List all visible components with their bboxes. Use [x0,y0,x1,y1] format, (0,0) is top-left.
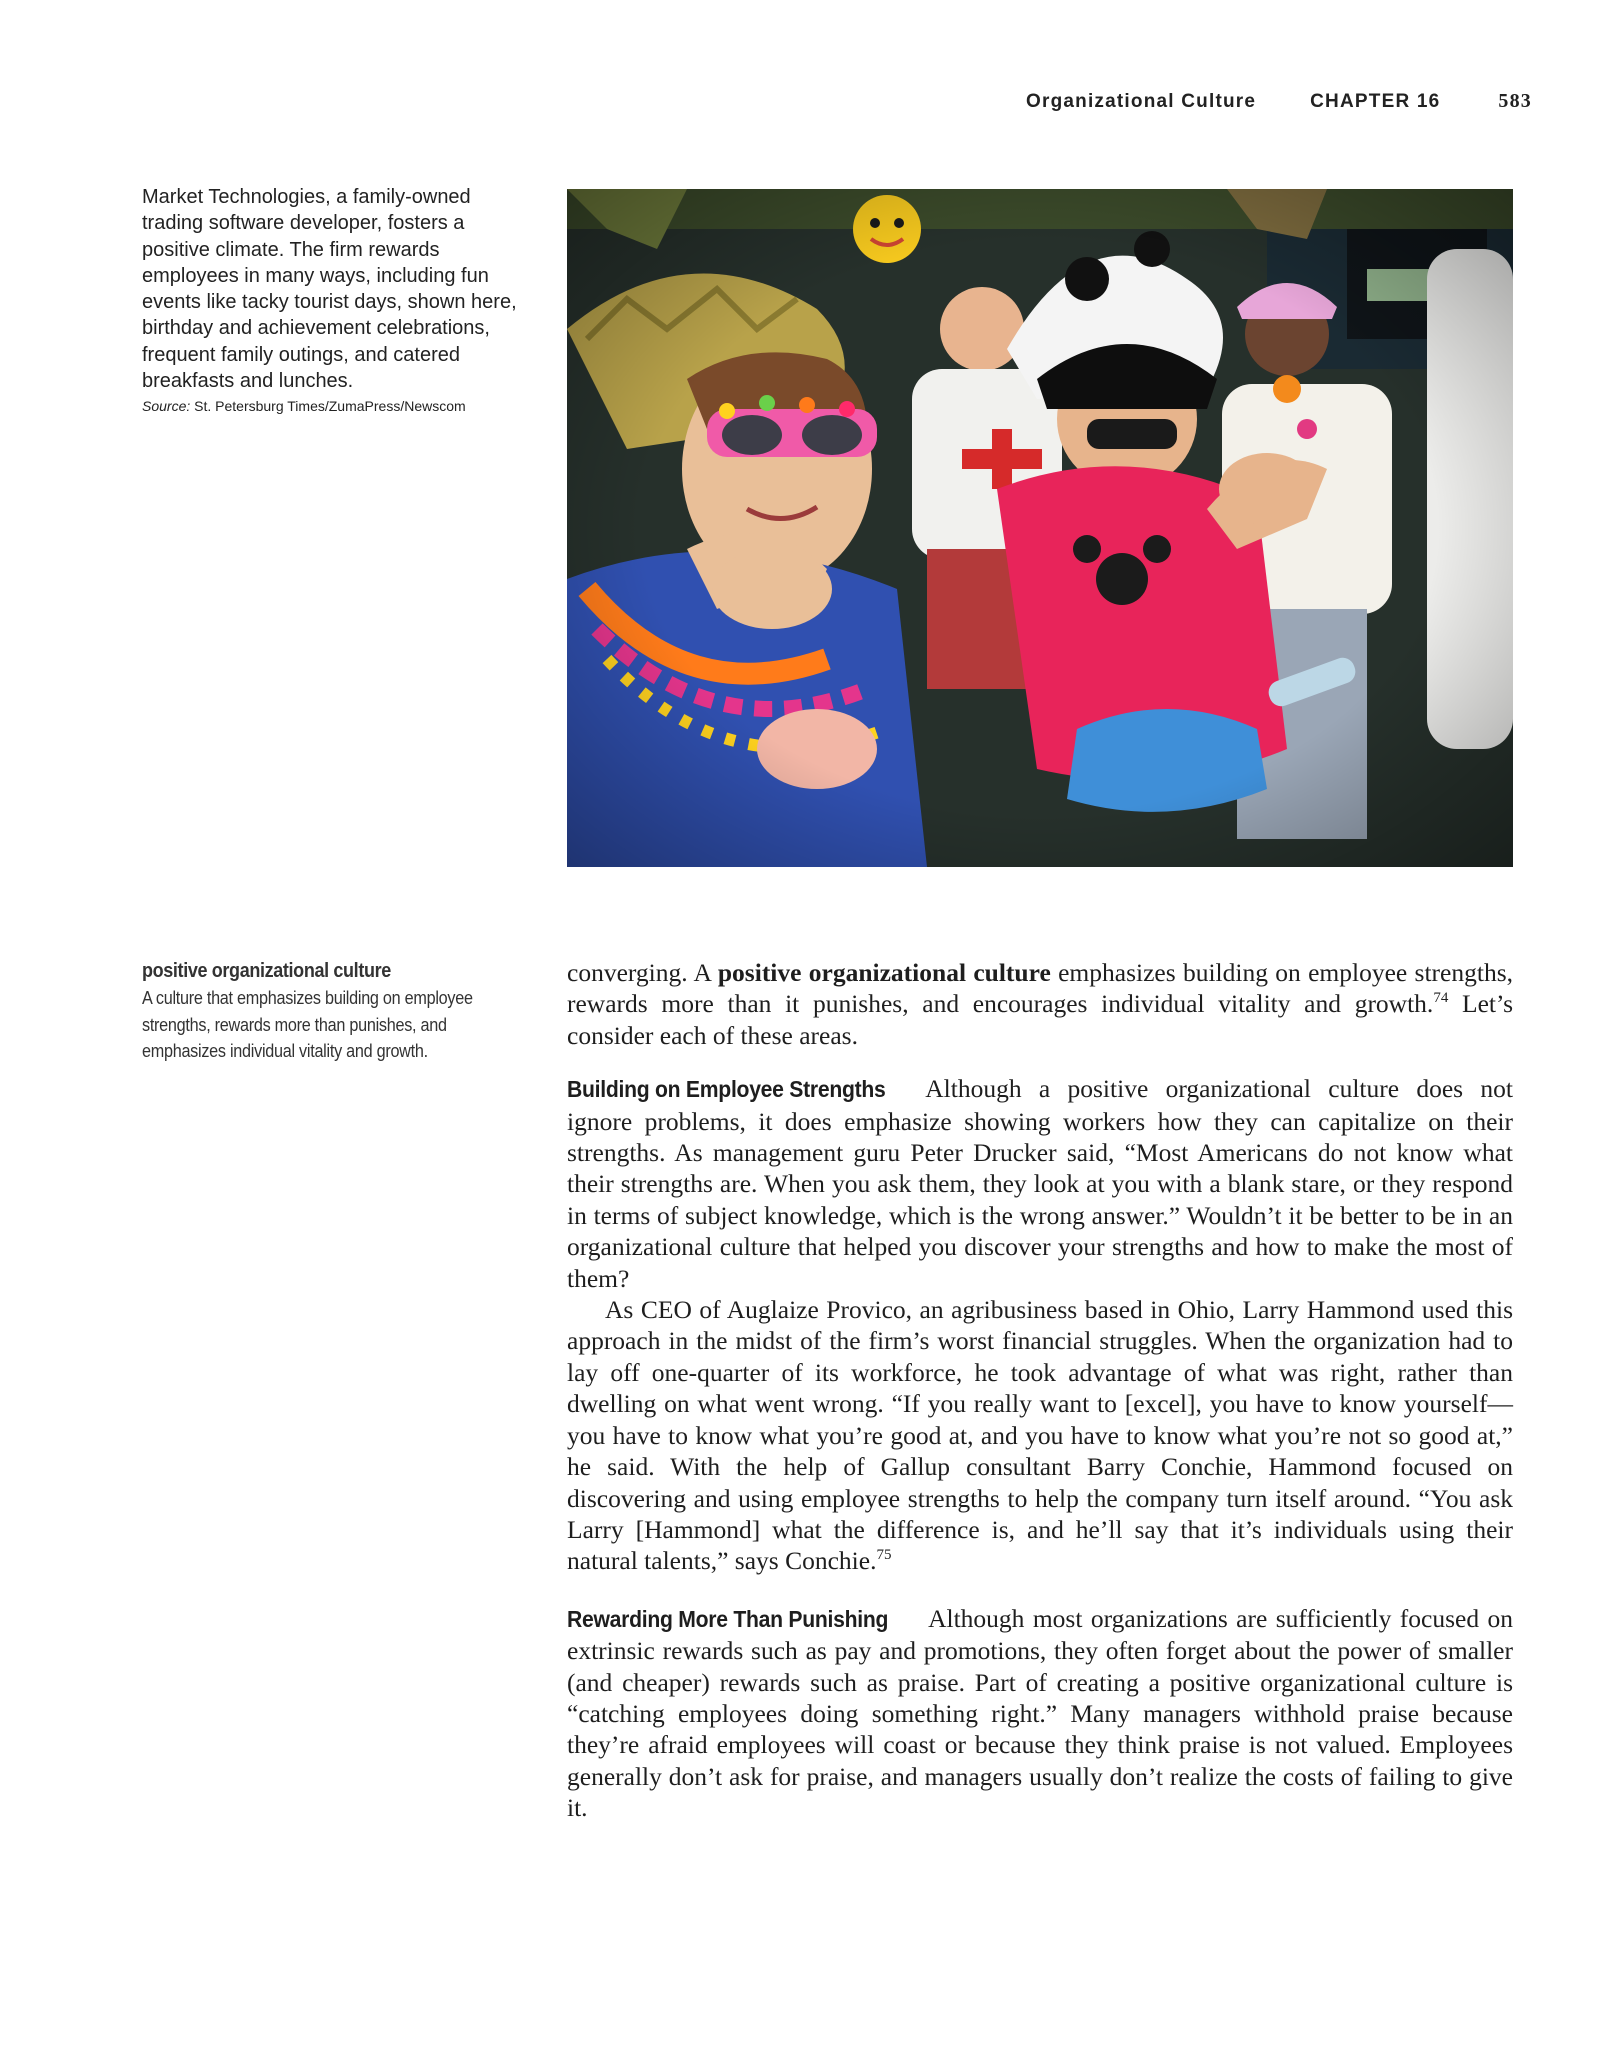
paragraph-hammond [567,1294,1513,1577]
photo-caption [142,184,528,416]
paragraph-strengths [567,1073,1513,1294]
body-text [567,957,1513,1824]
definition-term: positive organizational culture [142,960,391,982]
key-term: positive organizational culture [717,958,1051,987]
header-section-title: Organizational Culture [1026,91,1257,112]
intro-text-middle: emphasizes building on employee strengths, rewards more than it punishes, and encourages individual vitality and growth. [567,958,1513,1019]
running-header [1026,90,1532,113]
paragraph-rewarding [567,1603,1513,1824]
source-text: St. Petersburg Times/ZumaPress/Newscom [190,398,466,415]
source-label: Source: [142,398,191,415]
section-heading-strengths: Building on Employee Strengths [567,1076,886,1103]
section-heading-rewarding: Rewarding More Than Punishing [567,1605,889,1632]
photo-illustration [567,189,1513,867]
intro-text-start: converging. A [567,958,718,987]
hammond-text: As CEO of Auglaize Provico, an agribusiness based in Ohio, Larry Hammond used this approach in the midst of the firm’s worst financial struggles. When the organization had to lay off one-quarter of its workforce, he took advantage of what was right, rather than dwelling on what went wrong. “If you really want to [excel], you have to know yourself—you have to know what you’re good at, and you have to know what you’re not so good at,” he said. With the help of Gallup consultant Barry Conchie, Hammond focused on discovering and using employee strengths to help the company turn itself around. “You ask Larry [Hammond] what the difference is, and he’ll say that it’s individuals using their natural talents,” says Conchie. [567,1295,1513,1576]
header-chapter: CHAPTER 16 [1310,91,1441,112]
page-number: 583 [1498,90,1532,112]
strengths-text: Although a positive organizational culture does not ignore problems, it does emphasize showing workers how they can capitalize on their strengths. As management guru Peter Drucker said, “Most Americans do not know what their strengths are. When you ask them, they look at you with a blank stare, or they respond in terms of subject knowledge, which is the wrong answer.” Wouldn’t it be better to be in an organizational culture that helped you discover your strengths and how to make the most of them? [567,1074,1513,1293]
footnote-ref-74: 74 [1433,990,1449,1007]
rewarding-text: Although most organizations are sufficiently focused on extrinsic rewards such as pay and promotions, they often forget about the power of smaller (and cheaper) rewards such as praise. Part of creating a positive organizational culture is “catching employees doing something right.” Many managers withhold praise because they’re afraid employees will coast or because they think praise is not valued. Employees generally don’t ask for praise, and managers usually don’t realize the costs of failing to give it. [567,1603,1513,1823]
paragraph-intro [567,957,1513,1051]
margin-definition [142,960,522,1065]
definition-text: A culture that emphasizes building on employee strengths, rewards more than punishes, and emphasizes individual vitality and growth. [142,988,473,1062]
footnote-ref-75: 75 [876,1547,892,1564]
caption-text: Market Technologies, a family-owned trading software developer, fosters a positive climate. The firm rewards employees in many ways, including fun events like tacky tourist days, shown here, birthday and achievement celebrations, frequent family outings, and catered breakfasts and lunches. [142,186,517,393]
photo-credit [142,396,528,416]
intro-text-end: Let’s consider each of these areas. [567,989,1513,1050]
party-photo [567,189,1513,867]
